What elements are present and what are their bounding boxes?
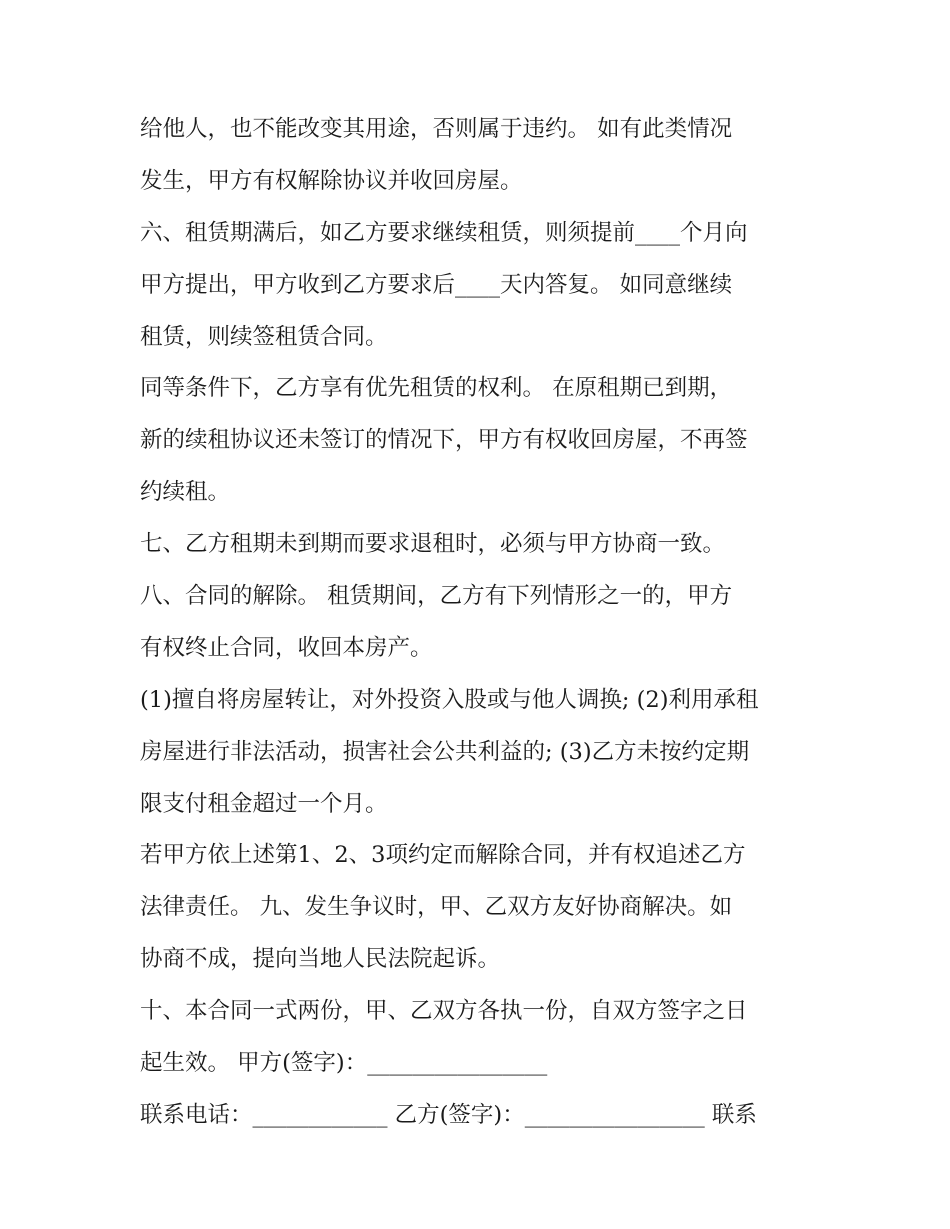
text-line: 十、本合同一式两份，甲、乙双方各执一份，自双方签字之日 <box>140 998 748 1025</box>
text-line: 有权终止合同，收回本房产。 <box>140 634 433 661</box>
text-line: 法律责任。 九、发生争议时，甲、乙双方友好协商解决。如 <box>140 894 733 921</box>
text-line: 约续租。 <box>140 479 231 506</box>
text-line: 给他人，也不能改变其用途，否则属于违约。 如有此类情况 <box>140 116 733 142</box>
text-line: 限支付租金超过一个月。 <box>140 790 388 817</box>
text-line: 联系电话：____________ 乙方(签字)：________________ 联系 <box>140 1101 757 1128</box>
text-line: 新的续租协议还未签订的情况下，甲方有权收回房屋，不再签 <box>140 427 748 454</box>
text-line: (1)擅自将房屋转让，对外投资入股或与他人调换; (2)利用承租 <box>140 686 759 713</box>
text-line: 若甲方依上述第1、2、3项约定而解除合同，并有权追述乙方 <box>140 842 746 869</box>
text-line: 起生效。 甲方(签字)：________________ <box>140 1050 548 1077</box>
text-line: 同等条件下，乙方享有优先租赁的权利。 在原租期已到期， <box>140 375 733 402</box>
text-line: 七、乙方租期未到期而要求退租时，必须与甲方协商一致。 <box>140 531 726 558</box>
text-line: 协商不成，提向当地人民法院起诉。 <box>140 946 501 973</box>
contract-text <box>140 104 830 1142</box>
text-line: 八、合同的解除。 租赁期间，乙方有下列情形之一的，甲方 <box>140 583 733 610</box>
text-line: 六、租赁期满后，如乙方要求继续租赁，则须提前____个月向 <box>140 219 748 246</box>
text-line: 租赁，则续签租赁合同。 <box>140 323 388 350</box>
text-line: 房屋进行非法活动，损害社会公共利益的; (3)乙方未按约定期 <box>140 738 750 765</box>
text-line: 发生，甲方有权解除协议并收回房屋。 <box>140 167 523 194</box>
text-line: 甲方提出，甲方收到乙方要求后____天内答复。 如同意继续 <box>140 271 733 298</box>
